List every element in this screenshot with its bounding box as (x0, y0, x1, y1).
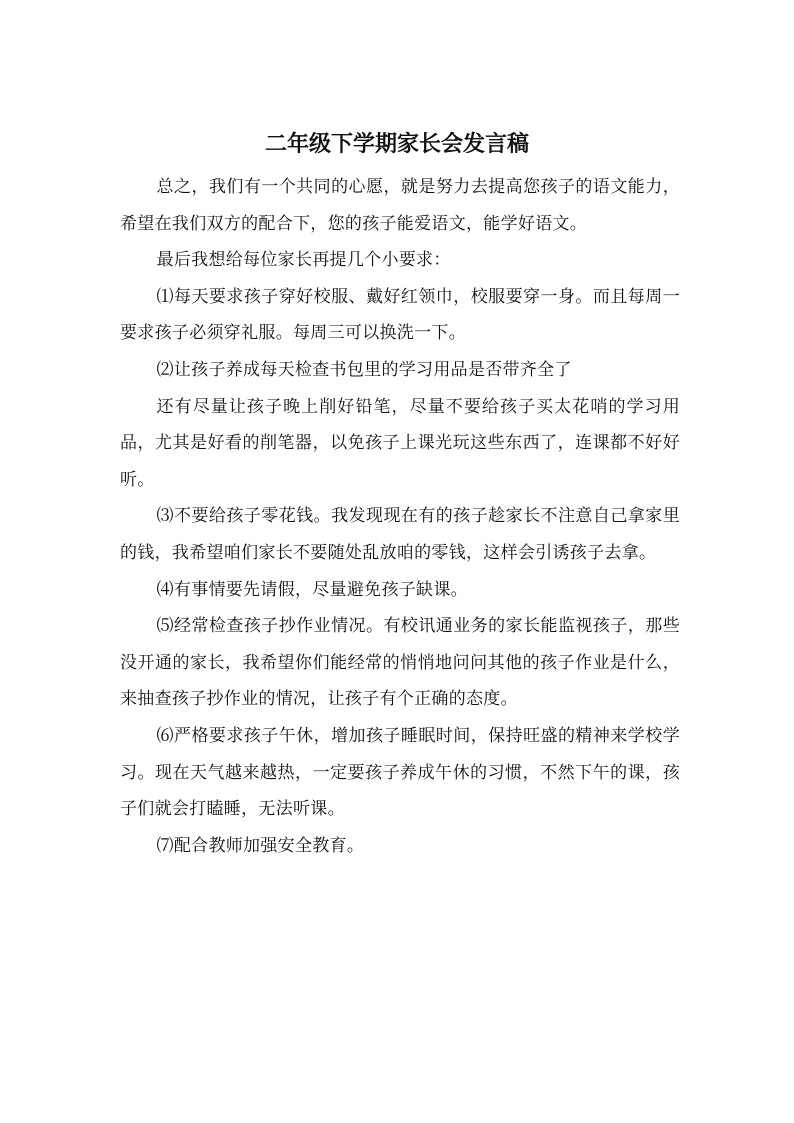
paragraph: 总之，我们有一个共同的心愿，就是努力去提高您孩子的语文能力，希望在我们双方的配合下，您的孩子能爱语文，能学好语文。 (120, 177, 680, 234)
paragraph: ⑹严格要求孩子午休，增加孩子睡眠时间，保持旺盛的精神来学校学习。现在天气越来越热，一定要孩子养成午休的习惯，不然下午的课，孩子们就会打瞌睡，无法听课。 (120, 725, 680, 820)
paragraph: 最后我想给每位家长再提几个小要求： (156, 250, 451, 271)
document-body (120, 169, 680, 864)
paragraph: ⑺配合教师加强安全教育。 (156, 835, 365, 856)
paragraph: ⑶不要给孩子零花钱。我发现现在有的孩子趁家长不注意自己拿家里的钱，我希望咱们家长不要随处乱放咱的零钱，这样会引诱孩子去拿。 (120, 506, 680, 563)
paragraph: ⑵让孩子养成每天检查书包里的学习用品是否带齐全了 (156, 359, 572, 380)
paragraph: ⑸经常检查孩子抄作业情况。有校讯通业务的家长能监视孩子，那些没开通的家长，我希望你们能经常的悄悄地问问其他的孩子作业是什么，来抽查孩子抄作业的情况，让孩子有个正确的态度。 (120, 616, 680, 710)
paragraph: 还有尽量让孩子晚上削好铅笔，尽量不要给孩子买太花哨的学习用品，尤其是好看的削笔器，以免孩子上课光玩这些东西了，连课都不好好听。 (120, 396, 680, 490)
document-title: 二年级下学期家长会发言稿 (264, 131, 529, 157)
paragraph: ⑷有事情要先请假，尽量避免孩子缺课。 (156, 579, 468, 600)
paragraph: ⑴每天要求孩子穿好校服、戴好红领巾，校服要穿一身。而且每周一要求孩子必须穿礼服。每周三可以换洗一下。 (120, 286, 680, 344)
